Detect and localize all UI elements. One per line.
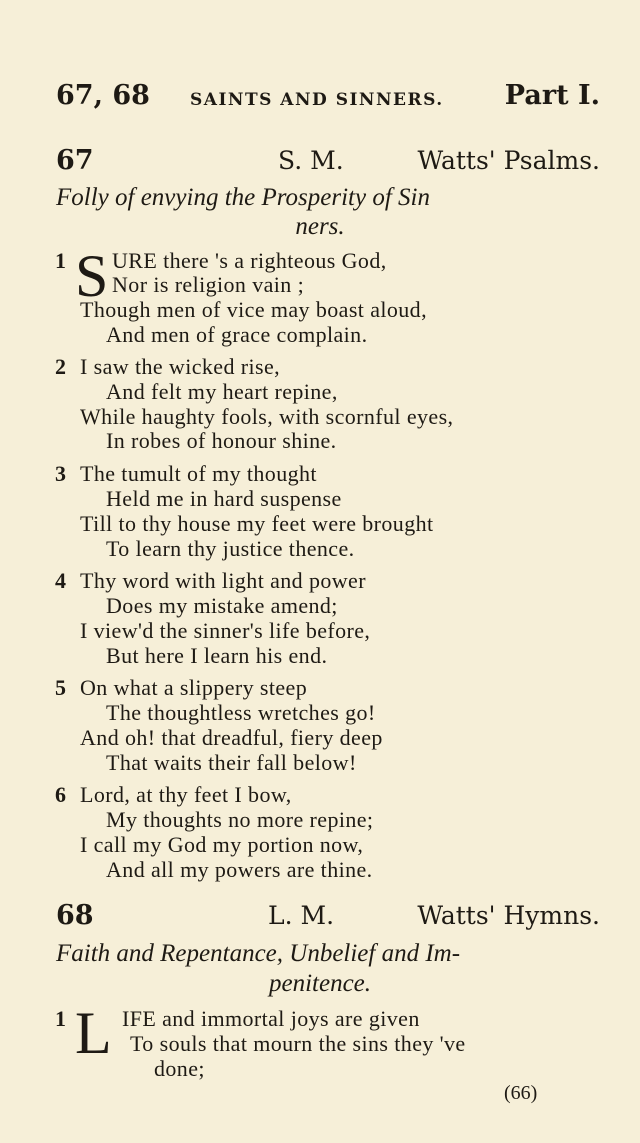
hymn-67-title-line1: Folly of envying the Prosperity of Sin xyxy=(56,184,430,211)
verse-line: Lord, at thy feet I bow, xyxy=(80,782,292,807)
header-hymn-numbers: 67, 68 xyxy=(56,80,150,111)
drop-cap: S xyxy=(75,243,109,309)
verse-line: To souls that mourn the sins they 've xyxy=(130,1031,466,1056)
verse-line: That waits their fall below! xyxy=(106,750,357,775)
verse-line: done; xyxy=(154,1056,205,1081)
verse-line: And oh! that dreadful, fiery deep xyxy=(80,725,383,750)
header-section-title: SAINTS AND SINNERS. xyxy=(190,90,444,110)
verse-line: My thoughts no more repine; xyxy=(106,807,374,832)
verse-line: I call my God my portion now, xyxy=(80,832,364,857)
hymn-68-number: 68 xyxy=(56,900,94,931)
verse-line: I view'd the sinner's life before, xyxy=(80,618,371,643)
hymn-68-title-line2: penitence. xyxy=(268,970,372,997)
verse-line: Thy word with light and power xyxy=(80,568,366,593)
hymn-67-source: Watts' Psalms. xyxy=(417,146,600,175)
verse-line: I saw the wicked rise, xyxy=(80,354,281,379)
verse-number: 1 xyxy=(55,248,66,273)
header-part: Part I. xyxy=(504,80,600,111)
verse-line: IFE and immortal joys are given xyxy=(122,1006,420,1031)
hymn-68-title-line1: Faith and Repentance, Unbelief and Im- xyxy=(56,940,461,967)
hymn-68-source: Watts' Hymns. xyxy=(417,901,600,930)
verse-number: 5 xyxy=(55,675,66,700)
verse-line: Held me in hard suspense xyxy=(106,486,342,511)
hymn-67-meter: S. M. xyxy=(278,146,344,175)
page-number: (66) xyxy=(504,1082,538,1104)
verse-line: To learn thy justice thence. xyxy=(106,536,355,561)
verse-line: But here I learn his end. xyxy=(106,643,328,668)
hymn-68-meter: L. M. xyxy=(268,901,335,930)
verse-line: URE there 's a righteous God, xyxy=(112,248,387,273)
verse-number: 2 xyxy=(55,354,66,379)
verse-line: Nor is religion vain ; xyxy=(112,272,305,297)
verse-line: The thoughtless wretches go! xyxy=(106,700,376,725)
verse-number: 6 xyxy=(55,782,66,807)
verse-line: Does my mistake amend; xyxy=(106,593,338,618)
verse-line: The tumult of my thought xyxy=(80,461,317,486)
hymn-67-number: 67 xyxy=(56,145,94,176)
verse-number: 1 xyxy=(55,1006,66,1031)
verse-number: 4 xyxy=(55,568,66,593)
verse-line: And men of grace complain. xyxy=(106,322,368,347)
verse-line: On what a slippery steep xyxy=(80,675,308,700)
hymn-67-title-line2: ners. xyxy=(295,213,345,240)
verse-line: In robes of honour shine. xyxy=(106,428,337,453)
verse-line: Till to thy house my feet were brought xyxy=(80,511,434,536)
verse-line: And all my powers are thine. xyxy=(106,857,373,882)
verse-line: Though men of vice may boast aloud, xyxy=(80,297,427,322)
verse-line: While haughty fools, with scornful eyes, xyxy=(80,404,454,429)
drop-cap: L xyxy=(75,1000,112,1066)
verse-number: 3 xyxy=(55,461,66,486)
verse-line: And felt my heart repine, xyxy=(106,379,338,404)
